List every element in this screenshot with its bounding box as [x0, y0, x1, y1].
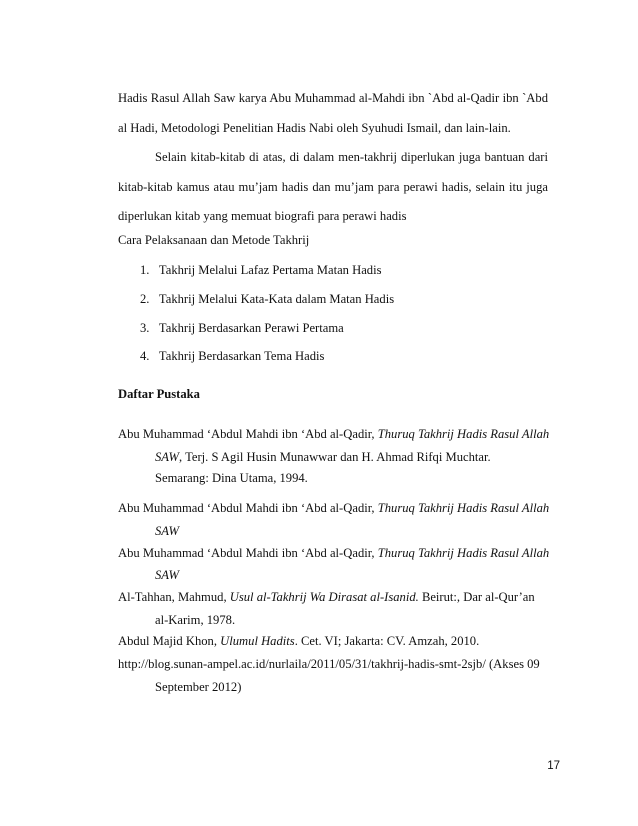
paragraph-line: kitab-kitab kamus atau mu’jam hadis dan mu’jam para perawi hadis, selain itu juga: [118, 180, 548, 194]
author-text: Abdul Majid Khon,: [118, 634, 221, 648]
bibliography-entry-line: SAW: [155, 524, 180, 538]
publication-text: Beirut:, Dar al-Qur’an: [418, 590, 535, 604]
bibliography-entry-line: al-Karim, 1978.: [155, 613, 236, 627]
book-title: Thuruq Takhrij Hadis Rasul Allah: [377, 501, 550, 515]
list-item: [140, 262, 548, 278]
list-item-text: Takhrij Berdasarkan Perawi Pertama: [158, 321, 344, 335]
list-item-text: Takhrij Berdasarkan Tema Hadis: [158, 349, 325, 363]
list-item: [140, 348, 548, 364]
list-item: [140, 291, 548, 307]
list-item-number: 3.: [140, 321, 150, 335]
bibliography-entry-line: [118, 545, 548, 561]
bibliography-entry-line: [118, 589, 548, 605]
list-item-number: 1.: [140, 263, 150, 277]
bibliography-entry-line: September 2012): [155, 680, 242, 694]
bibliography-entry-line: [118, 500, 548, 516]
bibliography-heading: Daftar Pustaka: [118, 387, 200, 401]
section-heading: Cara Pelaksanaan dan Metode Takhrij: [118, 233, 310, 247]
author-text: Al-Tahhan, Mahmud,: [118, 590, 230, 604]
paragraph-line: Hadis Rasul Allah Saw karya Abu Muhammad al-Mahdi ibn `Abd al-Qadir ibn `Abd: [118, 91, 548, 105]
bibliography-entry-line: [118, 633, 548, 649]
list-item-number: 2.: [140, 292, 150, 306]
book-title: Thuruq Takhrij Hadis Rasul Allah: [377, 427, 550, 441]
list-item-text: Takhrij Melalui Kata-Kata dalam Matan Hadis: [158, 292, 395, 306]
publication-text: , Terj. S Agil Husin Munawwar dan H. Ahmad Rifqi Muchtar.: [179, 450, 491, 464]
list-item-number: 4.: [140, 349, 150, 363]
book-title: SAW: [155, 450, 180, 464]
bibliography-entry-line: [155, 449, 548, 465]
author-text: Abu Muhammad ‘Abdul Mahdi ibn ‘Abd al-Qadir,: [118, 546, 378, 560]
book-title: Ulumul Hadits: [220, 634, 295, 648]
bibliography-entry-line: http://blog.sunan-ampel.ac.id/nurlaila/2011/05/31/takhrij-hadis-smt-2sjb/ (Akses 09: [118, 657, 540, 671]
bibliography-entry-line: SAW: [155, 568, 180, 582]
paragraph-line: Selain kitab-kitab di atas, di dalam men-takhrij diperlukan juga bantuan dari: [155, 150, 548, 164]
list-item-text: Takhrij Melalui Lafaz Pertama Matan Hadis: [158, 263, 382, 277]
book-title: Usul al-Takhrij Wa Dirasat al-Isanid.: [229, 590, 419, 604]
bibliography-entry-line: [118, 426, 548, 442]
paragraph-line: al Hadi, Metodologi Penelitian Hadis Nabi oleh Syuhudi Ismail, dan lain-lain.: [118, 121, 511, 135]
book-title: Thuruq Takhrij Hadis Rasul Allah: [377, 546, 550, 560]
author-text: Abu Muhammad ‘Abdul Mahdi ibn ‘Abd al-Qadir,: [118, 501, 378, 515]
publication-text: . Cet. VI; Jakarta: CV. Amzah, 2010.: [294, 634, 480, 648]
list-item: [140, 320, 548, 336]
bibliography-entry-line: Semarang: Dina Utama, 1994.: [155, 471, 308, 485]
page-number: 17: [547, 760, 560, 772]
author-text: Abu Muhammad ‘Abdul Mahdi ibn ‘Abd al-Qadir,: [118, 427, 378, 441]
paragraph-line: diperlukan kitab yang memuat biografi para perawi hadis: [118, 209, 407, 223]
